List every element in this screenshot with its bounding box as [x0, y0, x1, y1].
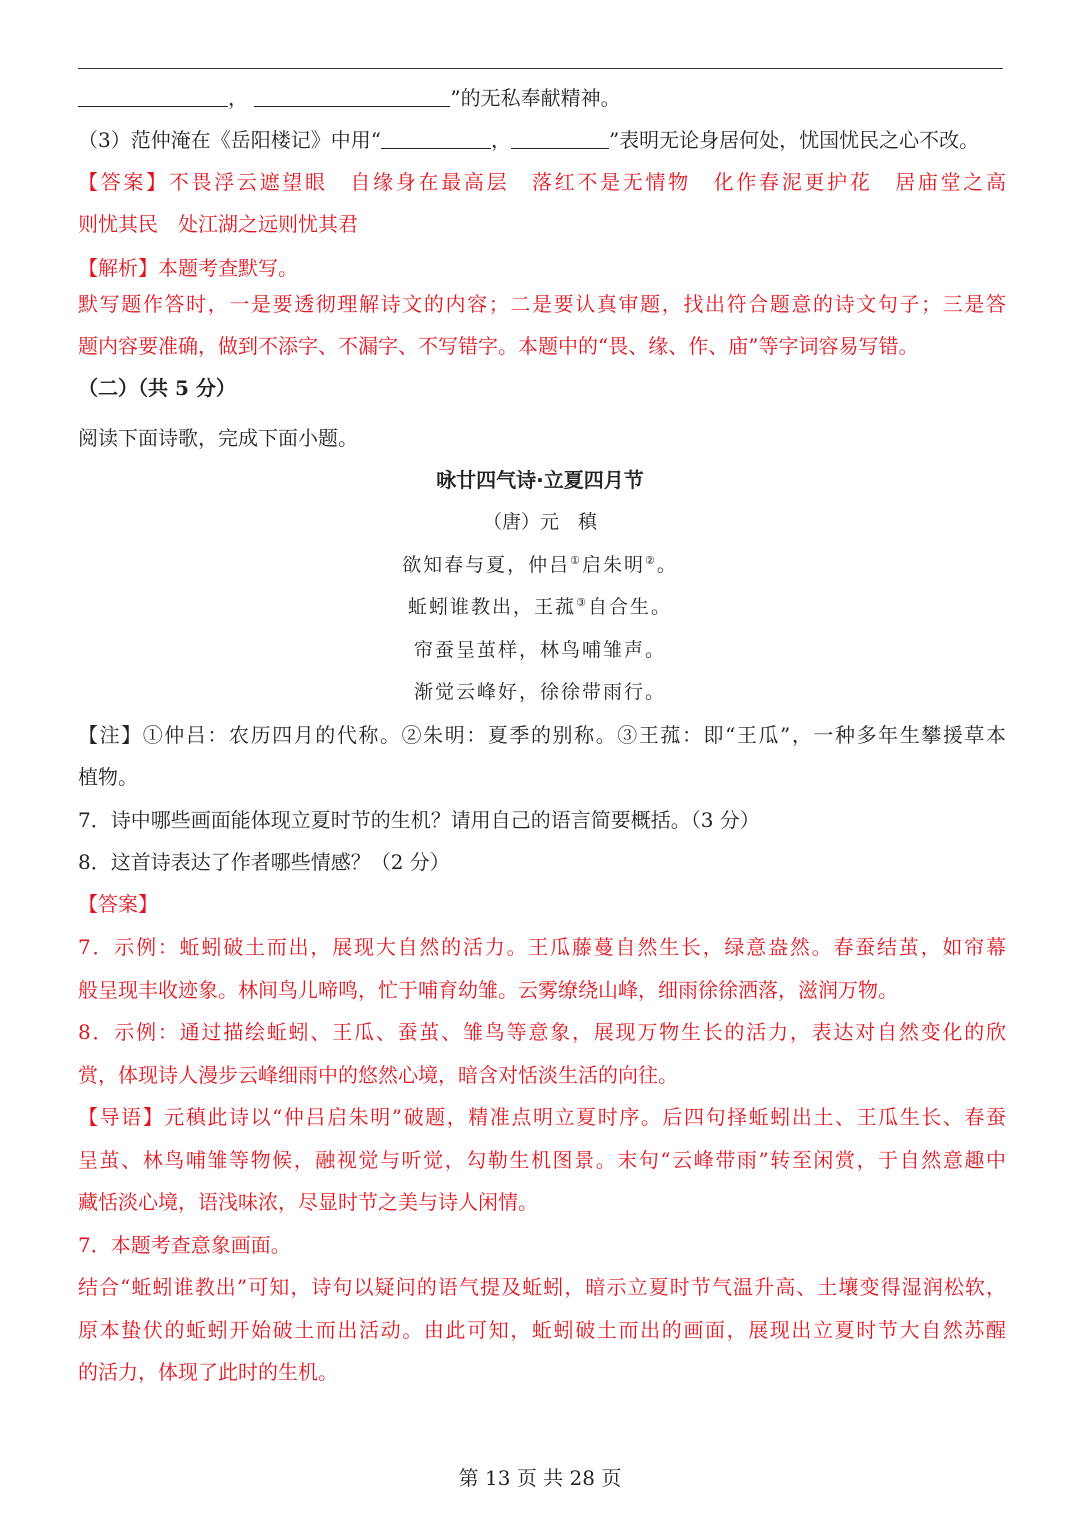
analysis7-line2: 原本蛰伏的蚯蚓开始破土而出活动。由此可知，蚯蚓破土而出的画面，展现出立夏时节大自然苏醒 — [78, 1318, 1006, 1342]
poem-title: 咏廿四气诗·立夏四月节 — [436, 468, 644, 492]
analysis7-line3: 的活力，体现了此时的生机。 — [78, 1360, 338, 1384]
footnote-ref-1: ① — [570, 554, 582, 567]
answer-blank — [511, 128, 609, 149]
section-heading: （二）（共 5 分） — [78, 376, 236, 400]
page-number: 第 13 页 共 28 页 — [458, 1466, 622, 1490]
note-line1: 【注】①仲吕：农历四月的代称。②朱明：夏季的别称。③王菰：即“王瓜”，一种多年生攀援草本 — [78, 723, 1006, 747]
answer1-line1: 【答案】不畏浮云遮望眼 自缘身在最高层 落红不是无情物 化作春泥更护花 居庙堂之高 — [78, 170, 1007, 194]
header-rule — [78, 68, 1003, 69]
reading-instruction: 阅读下面诗歌，完成下面小题。 — [78, 426, 358, 450]
answer8-line2: 赏，体现诗人漫步云峰细雨中的悠然心境，暗含对恬淡生活的向往。 — [78, 1063, 678, 1087]
answer-blank — [381, 128, 491, 149]
poem-line-3: 帘蚕呈茧样，林鸟哺雏声。 — [413, 639, 666, 661]
footnote-ref-2: ② — [645, 554, 657, 567]
q6-tail-line: ， ”的无私奉献精神。 — [78, 84, 1006, 112]
answer7-line1: 7．示例：蚯蚓破土而出，展现大自然的活力。王瓜藤蔓自然生长，绿意盎然。春蚕结茧，如帘幕 — [78, 935, 1006, 959]
footnote-ref-3: ③ — [576, 596, 588, 609]
guide-line1: 【导语】元稹此诗以“仲吕启朱明”破题，精准点明立夏时序。后四句择蚯蚓出土、王瓜生长、春蚕 — [78, 1105, 1006, 1129]
question-8: 8．这首诗表达了作者哪些情感？（2 分） — [78, 850, 450, 874]
analysis1-body1: 默写题作答时，一是要透彻理解诗文的内容；二是要认真审题，找出符合题意的诗文句子；三是答 — [78, 292, 1006, 316]
question-7: 7．诗中哪些画面能体现立夏时节的生机？请用自己的语言简要概括。（3 分） — [78, 808, 760, 832]
note-line2: 植物。 — [78, 765, 138, 789]
analysis7-line1: 结合“蚯蚓谁教出”可知，诗句以疑问的语气提及蚯蚓，暗示立夏时节气温升高、土壤变得湿润松软， — [78, 1275, 1006, 1299]
answer7-line2: 般呈现丰收迹象。林间鸟儿啼鸣，忙于哺育幼雏。云雾缭绕山峰，细雨徐徐洒落，滋润万物。 — [78, 978, 898, 1002]
analysis1-head: 【解析】本题考查默写。 — [78, 256, 298, 280]
guide-line3: 藏恬淡心境，语浅味浓，尽显时节之美与诗人闲情。 — [78, 1190, 538, 1214]
poem-line-2: 蚯蚓谁教出，王菰③自合生。 — [408, 596, 672, 618]
analysis7-head: 7．本题考查意象画面。 — [78, 1233, 291, 1257]
q6-part3: （3）范仲淹在《岳阳楼记》中用“ ， ”表明无论身居何处，忧国忧民之心不改。 — [78, 128, 980, 152]
poem-line-1: 欲知春与夏，仲吕①启朱明②。 — [402, 554, 678, 576]
analysis1-body2: 题内容要准确，做到不添字、不漏字、不写错字。本题中的“畏、缘、作、庙”等字词容易写错。 — [78, 334, 919, 358]
answer-blank — [78, 86, 228, 107]
answer2-tag: 【答案】 — [78, 892, 158, 916]
answer8-line1: 8．示例：通过描绘蚯蚓、王瓜、蚕茧、雏鸟等意象，展现万物生长的活力，表达对自然变化的欣 — [78, 1020, 1006, 1044]
poem-author: （唐）元 稹 — [482, 511, 597, 533]
answer1-line2: 则忧其民 处江湖之远则忧其君 — [78, 212, 358, 236]
guide-line2: 呈茧、林鸟哺雏等物候，融视觉与听觉，勾勒生机图景。末句“云峰带雨”转至闲赏，于自然意趣中 — [78, 1148, 1006, 1172]
answer-blank — [254, 86, 450, 107]
poem-line-4: 渐觉云峰好，徐徐带雨行。 — [413, 681, 666, 703]
